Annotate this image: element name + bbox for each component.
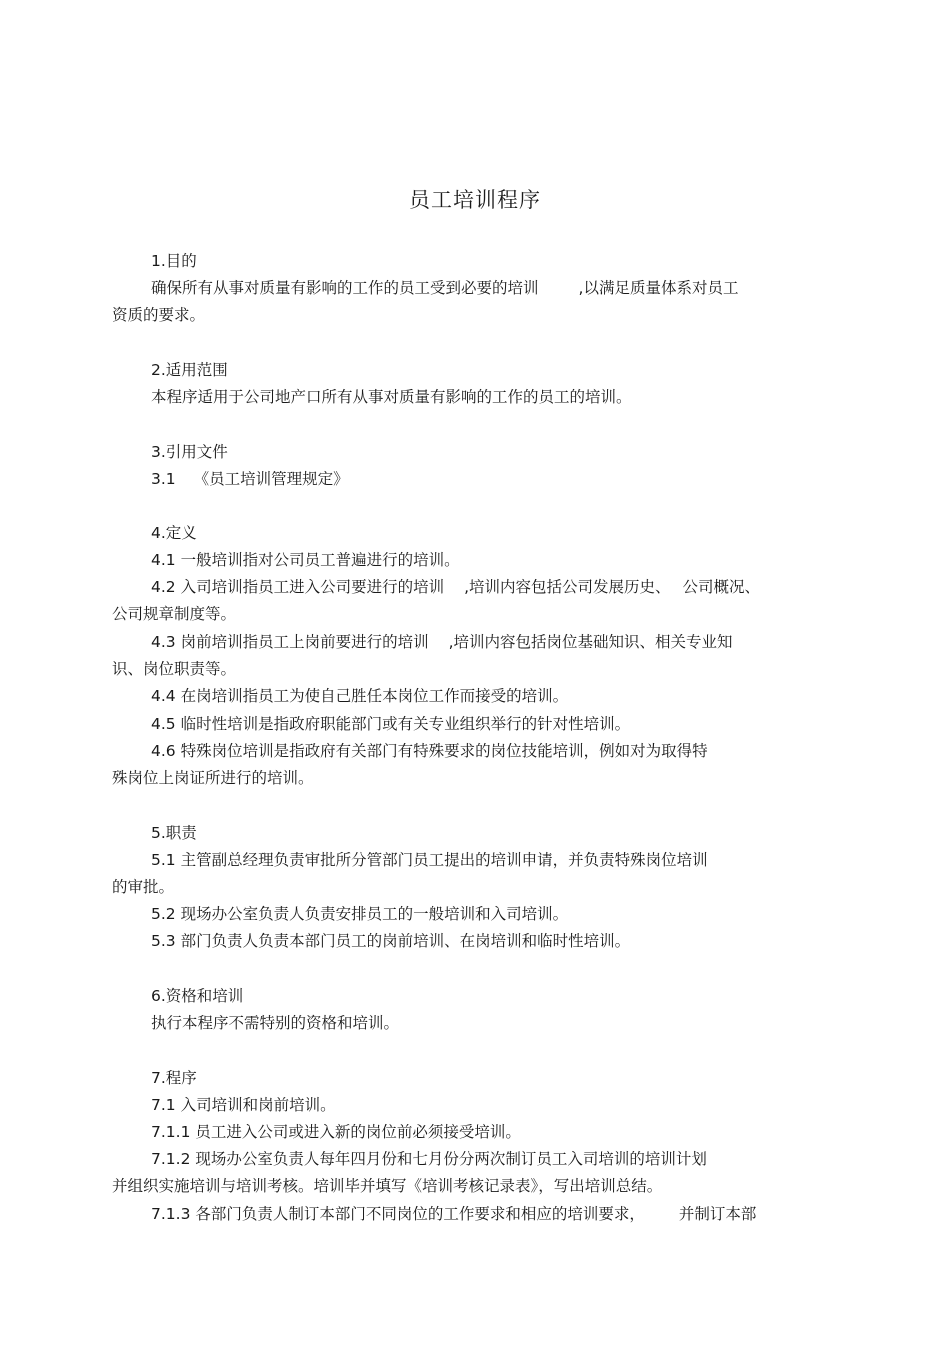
reference-item [151, 468, 349, 490]
definition-continuation: 识、岗位职责等。 [112, 660, 237, 678]
responsibility-item: 5.2 现场办公室负责人负责安排员工的一般培训和入司培训。 [151, 905, 569, 923]
definition-continuation: 殊岗位上岗证所进行的培训。 [112, 769, 314, 787]
definition-item: 4.5 临时性培训是指政府职能部门或有关专业组织举行的针对性培训。 [151, 715, 631, 733]
section-heading-scope: 2.适用范围 [151, 361, 228, 379]
text-span: 4.3 岗前培训指员工上岗前要进行的培训 [151, 633, 429, 651]
procedure-item [151, 1203, 756, 1225]
responsibility-item: 5.3 部门负责人负责本部门员工的岗前培训、在岗培训和临时性培训。 [151, 932, 631, 950]
procedure-item: 7.1.2 现场办公室负责人每年四月份和七月份分两次制订员工入司培训的培训计划 [151, 1150, 707, 1168]
responsibility-continuation: 的审批。 [112, 878, 175, 896]
text-span: ,培训内容包括岗位基础知识、相关专业知 [448, 633, 733, 651]
text-span: 4.2 入司培训指员工进入公司要进行的培训 [151, 578, 445, 596]
definition-item [151, 631, 733, 653]
procedure-continuation: 并组织实施培训与培训考核。培训毕并填写《培训考核记录表》，写出培训总结。 [112, 1177, 663, 1195]
definition-item: 4.4 在岗培训指员工为使自己胜任本岗位工作而接受的培训。 [151, 687, 569, 705]
section-heading-procedure: 7.程序 [151, 1069, 197, 1087]
responsibility-item: 5.1 主管副总经理负责审批所分管部门员工提出的培训申请，并负责特殊岗位培训 [151, 851, 708, 869]
text-span: ,培训内容包括公司发展历史、 [464, 578, 671, 596]
text-span: 确保所有从事对质量有影响的工作的员工受到必要的培训 [151, 279, 539, 297]
section-heading-purpose: 1.目的 [151, 252, 197, 270]
text-span: ,以满足质量体系对员工 [578, 279, 739, 297]
text-span: 并制订本部 [678, 1205, 757, 1223]
section-heading-definitions: 4.定义 [151, 524, 197, 542]
paragraph-line: 本程序适用于公司地产口所有从事对质量有影响的工作的员工的培训。 [151, 388, 632, 406]
definition-item: 4.1 一般培训指对公司员工普遍进行的培训。 [151, 551, 460, 569]
text-span: 7.1.3 各部门负责人制订本部门不同岗位的工作要求和相应的培训要求， [151, 1205, 645, 1223]
section-heading-responsibilities: 5.职责 [151, 824, 197, 842]
reference-number: 3.1 [151, 470, 176, 488]
paragraph-line: 资质的要求。 [112, 306, 206, 324]
definition-item [151, 576, 760, 598]
procedure-item: 7.1 入司培训和岗前培训。 [151, 1096, 336, 1114]
text-span: 公司概况、 [682, 578, 761, 596]
section-heading-references: 3.引用文件 [151, 443, 228, 461]
definition-continuation: 公司规章制度等。 [112, 605, 237, 623]
procedure-item: 7.1.1 员工进入公司或进入新的岗位前必须接受培训。 [151, 1123, 521, 1141]
document-title: 员工培训程序 [409, 188, 541, 212]
paragraph-line: 执行本程序不需特别的资格和培训。 [151, 1014, 400, 1032]
reference-title: 《员工培训管理规定》 [193, 470, 349, 488]
definition-item: 4.6 特殊岗位培训是指政府有关部门有特殊要求的岗位技能培训，例如对为取得特 [151, 742, 708, 760]
section-heading-qualification: 6.资格和培训 [151, 987, 244, 1005]
paragraph-line [151, 277, 738, 299]
